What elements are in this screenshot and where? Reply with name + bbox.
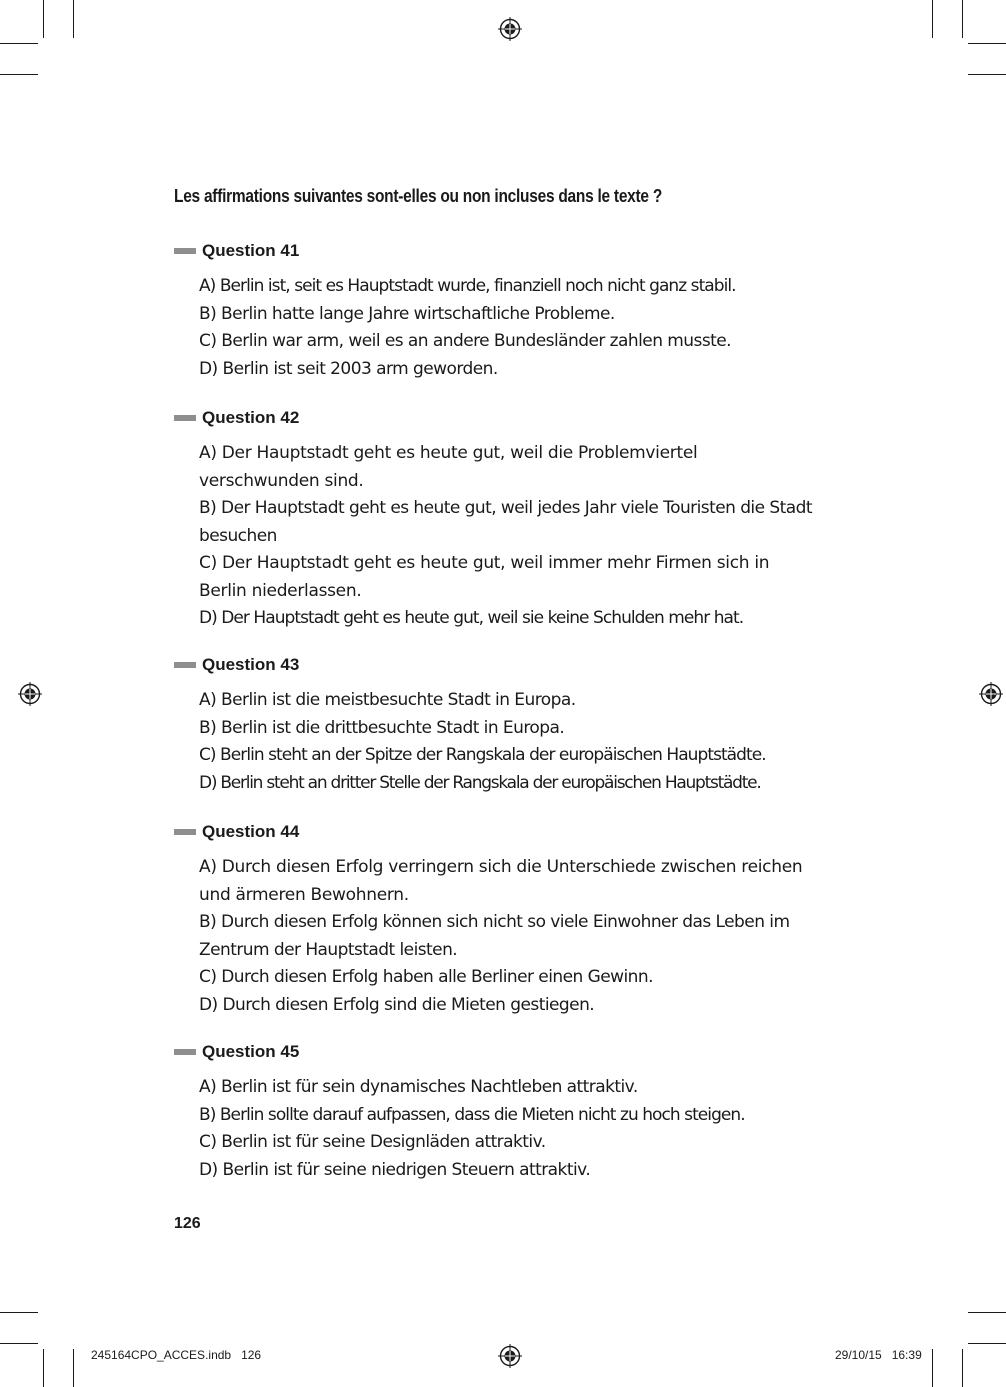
question-bar-icon [174, 662, 196, 668]
question-header [174, 239, 814, 263]
option-d: D) Der Hauptstadt geht es heute gut, weil sie keine Schulden mehr hat. [199, 608, 744, 628]
registration-mark-icon [979, 682, 1003, 706]
option-b: B) Berlin ist die drittbesuchte Stadt in Europa. [199, 717, 565, 738]
option-b: B) Durch diesen Erfolg können sich nicht so viele Einwohner das Leben im Zentrum der Hauptstadt leisten. [199, 912, 790, 960]
question-bar-icon [174, 248, 196, 254]
footer-date: 29/10/15 16:39 [835, 1348, 922, 1362]
question-options [199, 687, 814, 797]
crop-mark [43, 0, 44, 38]
option-a: A) Berlin ist die meistbesuchte Stadt in Europa. [199, 690, 576, 710]
footer-file: 245164CPO_ACCES.indb 126 [91, 1348, 262, 1362]
crop-mark [43, 1349, 44, 1387]
question-45 [174, 1040, 814, 1184]
question-header [174, 1040, 814, 1064]
question-42 [174, 406, 814, 633]
question-43 [174, 653, 814, 797]
crop-mark [0, 1312, 38, 1313]
question-title: Question 43 [202, 655, 300, 674]
option-a: A) Durch diesen Erfolg verringern sich die Unterschiede zwischen reichen und ärmeren Bewohnern. [199, 857, 803, 905]
option-a: A) Berlin ist, seit es Hauptstadt wurde, finanziell noch nicht ganz stabil. [199, 276, 736, 296]
question-options [199, 1074, 814, 1184]
option-d: D) Durch diesen Erfolg sind die Mieten gestiegen. [199, 994, 595, 1015]
question-title: Question 41 [202, 241, 300, 260]
registration-mark-icon [18, 682, 42, 706]
option-d: D) Berlin steht an dritter Stelle der Rangskala der europäischen Hauptstädte. [199, 772, 761, 793]
crop-mark [0, 1343, 38, 1344]
crop-mark [73, 1349, 74, 1387]
crop-mark [932, 1349, 933, 1387]
option-c: C) Der Hauptstadt geht es heute gut, weil immer mehr Firmen sich in Berlin niederlassen. [199, 553, 770, 601]
registration-mark-icon [498, 17, 522, 41]
question-header [174, 653, 814, 677]
option-c: C) Berlin war arm, weil es an andere Bundesländer zahlen musste. [199, 331, 732, 351]
question-header [174, 820, 814, 844]
crop-mark [0, 43, 38, 44]
option-a: A) Der Hauptstadt geht es heute gut, weil die Problemviertel verschwunden sind. [199, 443, 698, 491]
instruction-heading: Les affirmations suivantes sont-elles ou non incluses dans le texte ? [174, 186, 663, 206]
option-c: C) Berlin steht an der Spitze der Rangskala der europäischen Hauptstädte. [199, 745, 766, 765]
crop-mark [968, 1312, 1006, 1313]
option-c: C) Durch diesen Erfolg haben alle Berliner einen Gewinn. [199, 967, 653, 987]
crop-mark [962, 0, 963, 38]
option-a: A) Berlin ist für sein dynamisches Nachtleben attraktiv. [199, 1077, 638, 1097]
question-title: Question 45 [202, 1042, 300, 1061]
crop-mark [73, 0, 74, 38]
question-bar-icon [174, 1049, 196, 1055]
crop-mark [932, 0, 933, 38]
page-number: 126 [174, 1215, 201, 1232]
option-b: B) Der Hauptstadt geht es heute gut, weil jedes Jahr viele Touristen die Stadt besuchen [199, 498, 812, 546]
crop-mark [962, 1349, 963, 1387]
question-options [199, 854, 814, 1019]
crop-mark [968, 43, 1006, 44]
crop-mark [968, 1343, 1006, 1344]
question-options [199, 273, 814, 383]
question-bar-icon [174, 415, 196, 421]
crop-mark [0, 74, 38, 75]
registration-mark-icon [498, 1344, 522, 1368]
option-b: B) Berlin sollte darauf aufpassen, dass die Mieten nicht zu hoch steigen. [199, 1104, 745, 1125]
question-44 [174, 820, 814, 1019]
crop-mark [968, 74, 1006, 75]
question-title: Question 42 [202, 408, 300, 427]
question-title: Question 44 [202, 822, 300, 841]
option-d: D) Berlin ist seit 2003 arm geworden. [199, 358, 498, 379]
option-b: B) Berlin hatte lange Jahre wirtschaftliche Probleme. [199, 303, 615, 324]
question-41 [174, 239, 814, 383]
option-d: D) Berlin ist für seine niedrigen Steuern attraktiv. [199, 1159, 591, 1180]
question-bar-icon [174, 829, 196, 835]
question-options [199, 440, 814, 633]
option-c: C) Berlin ist für seine Designläden attraktiv. [199, 1132, 546, 1152]
question-header [174, 406, 814, 430]
